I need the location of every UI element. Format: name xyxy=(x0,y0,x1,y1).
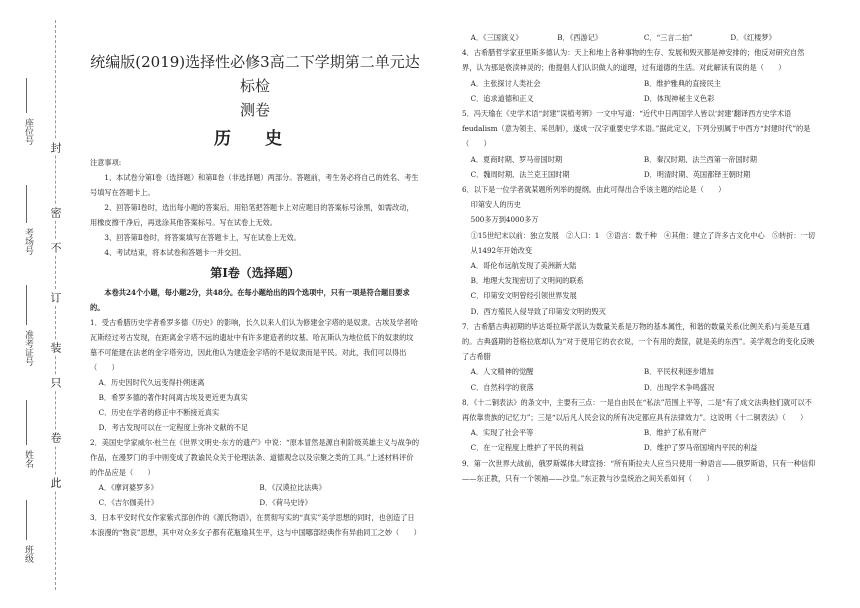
option-a: A．实现了社会平等 xyxy=(470,428,534,438)
binding-word: 密 xyxy=(49,207,62,218)
note-item: 1、本试卷分第Ⅰ卷（选择题）和第Ⅱ卷（非选择题）两部分。答题前，考生务必将自己的姓名、考生号填写在答题卡上。 xyxy=(90,173,419,197)
option-a: A．人文精神的觉醒 xyxy=(470,367,534,377)
name-line xyxy=(26,400,27,445)
binding-word: 不 xyxy=(49,242,62,253)
seat-number-line xyxy=(26,78,27,113)
options-row xyxy=(462,364,817,379)
binding-word: 只 xyxy=(49,377,62,388)
question-stem: 4．古希腊哲学家亚里斯多德认为：天上和地上各种事物的生存、发展和毁灭都是神安排的；他反对研究自然界，认为那是亵渎神灵的；他提倡人们认识做人的道理，过有道德的生活。对此解读有误的是（ ） xyxy=(462,48,805,73)
options-row xyxy=(90,480,420,495)
options-row xyxy=(462,167,817,182)
section-instruction: 本卷共24个小题，每小题2分，共48分。在每小题给出的四个选项中，只有一项是符合题目要求的。 xyxy=(90,288,410,312)
option-c: C．在一定程度上维护了平民的利益 xyxy=(470,443,584,453)
option-d: D．维护了罗马帝国境内平民的利益 xyxy=(643,443,758,453)
option-c: C．历史在学者的修正中不断接近真实 xyxy=(98,408,220,417)
option-a: A．哥伦布远航发现了美洲新大陆 xyxy=(470,261,577,271)
section-title: 第Ⅰ卷（选择题） xyxy=(210,266,300,280)
binding-word: 卷 xyxy=(49,432,62,443)
options-row xyxy=(462,152,817,167)
seat-number-label: 座位号 xyxy=(23,118,33,145)
class-line xyxy=(26,500,27,540)
option-a: A．《摩诃婆罗多》 xyxy=(98,483,158,492)
question-stem: 7．古希腊古典初期的毕达哥拉斯学派认为数量关系是万物的基本属性，和谐的数量关系(比例关系)与美是互通的。古典盛期的苍格拉底却认为“对于使用它的衣衣说，一个有用的粪筐，就是美的东西”。美学观念的变化反映了古希腊 xyxy=(462,321,815,362)
option-c: C．《吉尔伽美什》 xyxy=(98,498,159,507)
options-row xyxy=(462,91,817,106)
binding-word: 封 xyxy=(49,142,62,153)
option-c: C．“三言二拍” xyxy=(643,33,693,42)
question-stem: 6．以下是一位学者就某题所列举的提纲。由此可得出合乎该主题的结论是（ ） xyxy=(462,185,726,195)
outline-title: 印第安人的历史 xyxy=(470,200,521,210)
options-row xyxy=(462,425,817,440)
option-b: B．希罗多德的著作时间离古埃及更近更为真实 xyxy=(98,393,248,402)
exam-title-line2: 测卷 xyxy=(239,101,270,119)
option-b: B．《西游记》 xyxy=(557,33,603,42)
exam-room-label: 考场号 xyxy=(23,228,33,255)
exam-room-line xyxy=(26,185,27,223)
option-b: B．维护了私有财产 xyxy=(643,428,707,438)
option-c: C．魏周时期、法兰克王国时期 xyxy=(470,169,570,179)
outline-points: ①15世纪末以前：独立发展 ②人口：1 ③语言：数千种 ④其他：建立了许多古文化中心 ⑤转折：一切从1492年开始改变 xyxy=(470,230,815,255)
option-d: D．考古发现可以在一定程度上弥补文献的不足 xyxy=(98,423,249,432)
option-a: A．历史因时代久远变得扑朔迷离 xyxy=(98,378,205,387)
option-b: B．维护雅典的直接民主 xyxy=(643,78,721,88)
options-row xyxy=(90,495,420,510)
option-c: C．印第安文明曾经引领世界发展 xyxy=(470,291,577,301)
question-stem: 9．第一次世界大战前，俄罗斯媒体大肆宣扬：“所有斯拉夫人应当只使用一种语言——俄罗斯语，只有一种信仰——东正教，只有一个领袖——沙皇。”东正教与沙皇统治之间关系如何（ ） xyxy=(462,458,816,483)
class-label: 班级 xyxy=(23,545,33,563)
options-row xyxy=(462,440,817,455)
options-row xyxy=(462,30,817,45)
option-c: C．自然科学的衰落 xyxy=(470,382,534,392)
binding-strip xyxy=(0,0,72,608)
outline-population: 500多万到4000多万 xyxy=(470,215,539,225)
question-stem: 2．美国史学家威尔·杜兰在《世界文明史·东方的遗产》中说：“原本冒然是源自利阶级英雄主义与战争的作品，在漫罗门的手中则变成了教谕民众关于伦理法条、道德观念以及宗聚之类的工具。”上述材料评价的作品应是（ ） xyxy=(90,438,420,477)
option-c: C．追求道德和正义 xyxy=(470,93,534,103)
notes-heading: 注意事项: xyxy=(90,158,122,167)
option-b: B．平民权利逐步增加 xyxy=(643,367,714,377)
option-b: B．地理大发现密切了文明间的联系 xyxy=(470,276,584,286)
question-stem: 8．《十二铜表法》的条文中，主要有三点：一是自由民在“私法”范围上平等，二是“有了成文法典他们就可以不再依靠贵族的记忆力”；三是“以后凡人民会议的所有决定都应具有法律效力”。这说明《十二铜表法》（ ） xyxy=(462,397,812,423)
question-stem: 3．日本平安时代女作家紫式部创作的《源氏物语》，在贯彻写实的“真实”美学思想的同时，也创造了日本浪漫的“物哀”思想，其中对众多女子都有花瓶瑜其生平，这与中国哪部经典作有异曲同工之妙（ ） xyxy=(90,513,421,537)
option-b: B．秦汉时期、法兰西第一帝国时期 xyxy=(643,154,757,164)
question-stem: 5．冯天瑜在《史学术语“封建”误植考辨》一文中写道：“近代中日两国学人皆以‘封建’翻译西方史学术语feudalism（意为领主、采邑制），遂成一汉字重要史学术语。”据此定义，下列分别属于中西方“封建时代”的是（ ） xyxy=(462,109,811,149)
binding-word: 订 xyxy=(49,292,62,303)
option-b: B．《汉谟拉比法典》 xyxy=(259,483,326,492)
option-a: A．夏商时期、罗马帝国时期 xyxy=(470,154,563,164)
option-d: D．西方殖民入侵导致了印第安文明的毁灭 xyxy=(470,306,606,316)
option-d: D．《红楼梦》 xyxy=(730,33,776,42)
options-row xyxy=(462,76,817,91)
name-label: 姓名 xyxy=(23,450,33,468)
question-stem: 1．受古希腊历史学者希罗多德《历史》的影响，长久以来人们认为修建金字塔的是奴隶。古埃及学者哈瓦斯经过考古发现，在距离金字塔不远的遗址中有许多建造者的坟墓。哈瓦斯认为地位低下的奴隶的坟墓不可能建在法老的金字塔旁边，因此他认为建造金字塔的不是奴隶而是平民。对此，我们可以得出（ ） xyxy=(90,318,419,372)
option-d: D．《荷马史诗》 xyxy=(259,498,312,507)
note-item: 4、考试结束，将本试卷和答题卡一并交回。 xyxy=(104,248,246,257)
option-d: D．明清时期、英国都铎王朝时期 xyxy=(643,169,751,179)
option-a: A．主张探讨人类社会 xyxy=(470,78,541,88)
binding-word: 此 xyxy=(49,477,62,488)
option-d: D．体现神秘主义色彩 xyxy=(643,93,715,103)
binding-word: 装 xyxy=(49,342,62,353)
subject-title: 历 史 xyxy=(214,129,296,149)
right-column xyxy=(462,30,817,486)
admission-number-line xyxy=(26,285,27,325)
exam-title-line1: 统编版(2019)选择性必修3高二下学期第二单元达标检 xyxy=(90,53,420,95)
admission-number-label: 准考证号 xyxy=(23,330,33,366)
binding-dashed-line xyxy=(55,20,56,590)
options-row xyxy=(462,380,817,395)
note-item: 3、回答第Ⅱ卷时，将答案填写在答题卡上，写在试卷上无效。 xyxy=(104,233,301,242)
option-a: A．《三国演义》 xyxy=(470,33,523,42)
option-d: D．出现学术争鸣盛况 xyxy=(643,382,715,392)
note-item: 2、回答第Ⅰ卷时，选出每小题的答案后，用铅笔把答题卡上对应题目的答案标号涂黑，如需改动，用橡皮擦干净后，再选涂其他答案标号。写在试卷上无效。 xyxy=(90,203,414,227)
left-column xyxy=(90,40,420,540)
